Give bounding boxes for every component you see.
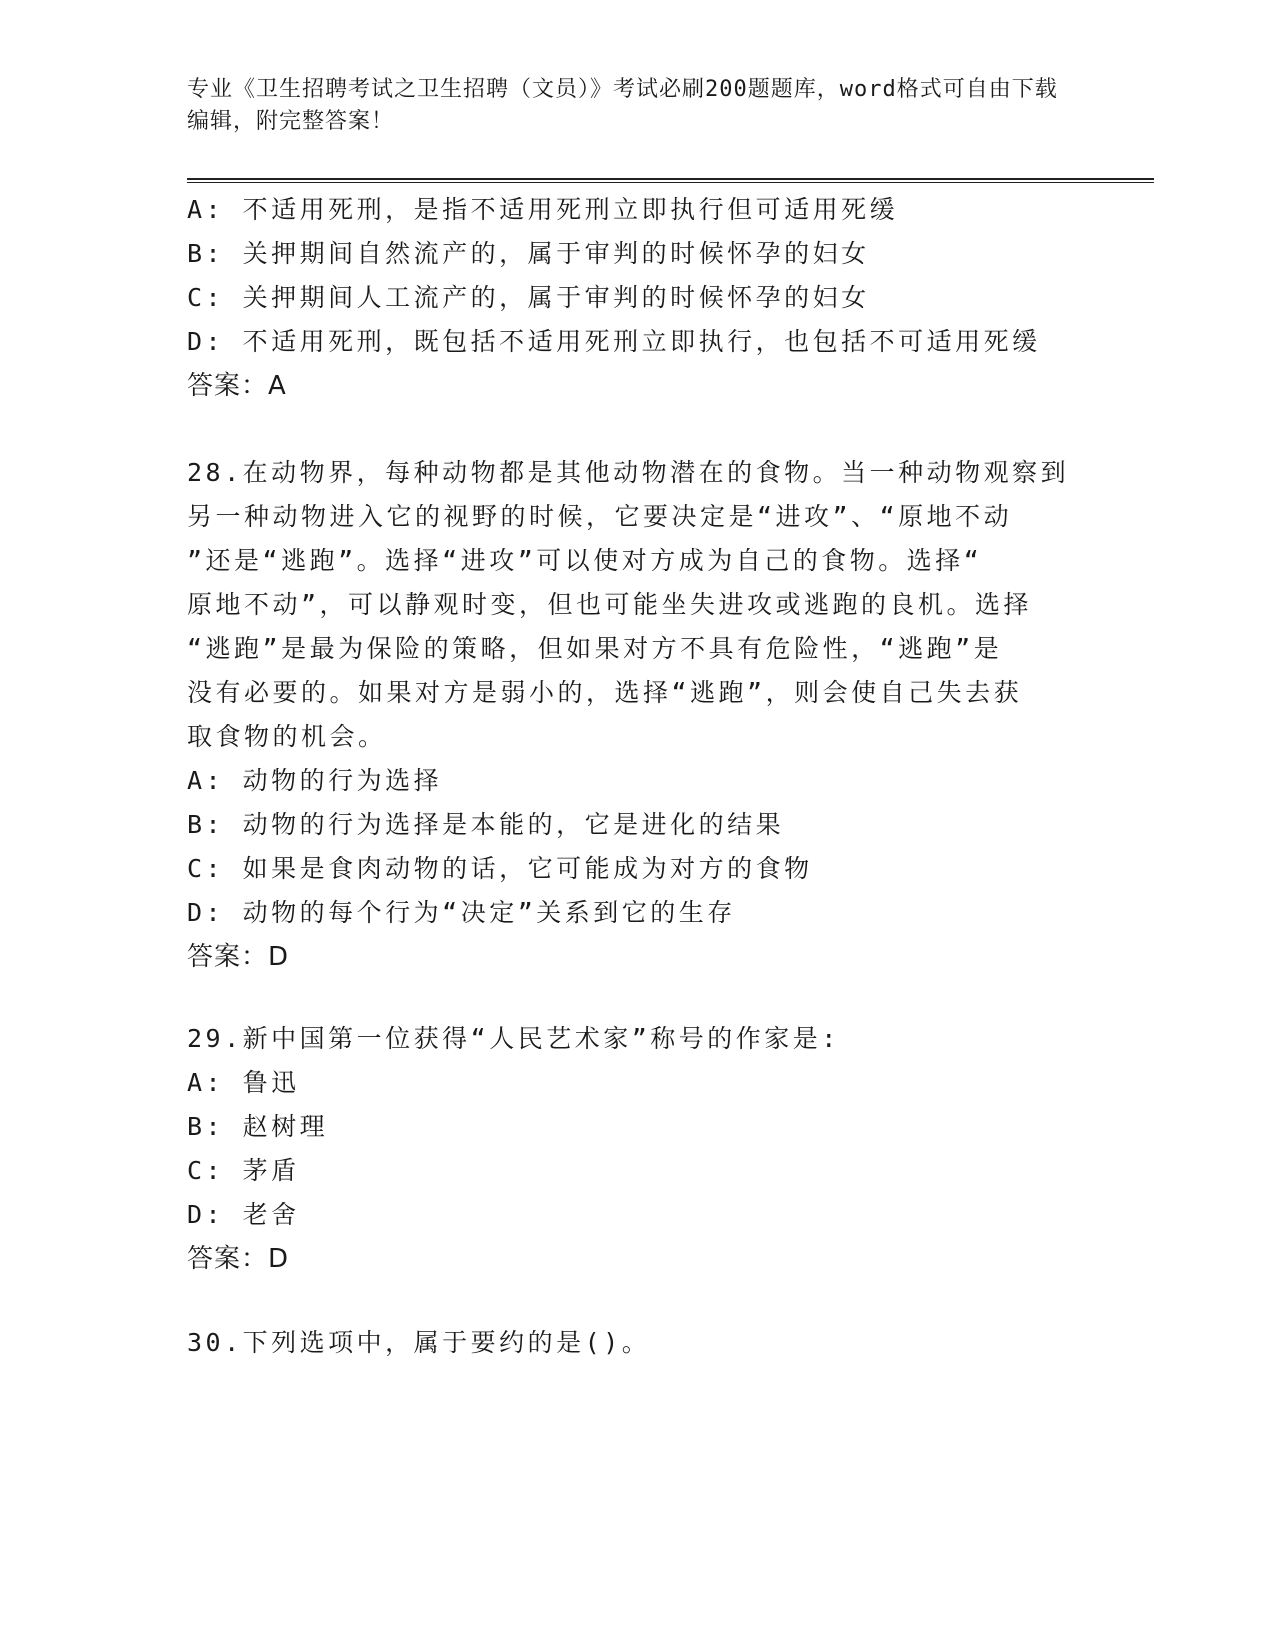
q28-stem-line-3: ”还是“逃跑”。选择“进攻”可以使对方成为自己的食物。选择“ — [187, 546, 983, 575]
q29-stem: 29.新中国第一位获得“人民艺术家”称号的作家是: — [187, 1024, 840, 1053]
q28-option-d: D: 动物的每个行为“决定”关系到它的生存 — [187, 898, 736, 927]
q29-answer: 答案：D — [187, 1244, 290, 1274]
q27-answer: 答案：A — [187, 371, 287, 401]
q29-option-d: D: 老舍 — [187, 1200, 300, 1229]
q29-option-c: C: 茅盾 — [187, 1156, 300, 1185]
q27-option-d: D: 不适用死刑，既包括不适用死刑立即执行，也包括不可适用死缓 — [187, 327, 1041, 356]
q27-option-a: A: 不适用死刑，是指不适用死刑立即执行但可适用死缓 — [187, 195, 899, 224]
q28-stem-line-5: “逃跑”是最为保险的策略，但如果对方不具有危险性，“逃跑”是 — [187, 634, 1003, 663]
question-28-block — [187, 450, 1087, 980]
q28-stem-line-1: 28.在动物界，每种动物都是其他动物潜在的食物。当一种动物观察到 — [187, 458, 1070, 487]
q29-option-b: B: 赵树理 — [187, 1112, 329, 1141]
q28-stem-line-2: 另一种动物进入它的视野的时候，它要决定是“进攻”、“原地不动 — [187, 502, 1013, 531]
q27-option-b: B: 关押期间自然流产的，属于审判的时候怀孕的妇女 — [187, 239, 870, 268]
q28-answer: 答案：D — [187, 942, 290, 972]
q28-option-b: B: 动物的行为选择是本能的，它是进化的结果 — [187, 810, 785, 839]
header-divider — [187, 178, 1154, 183]
question-27-block — [187, 187, 1087, 417]
q28-option-c: C: 如果是食肉动物的话，它可能成为对方的食物 — [187, 854, 813, 883]
question-29-block — [187, 1016, 1087, 1286]
q28-stem-line-7: 取食物的机会。 — [187, 722, 387, 751]
q30-stem: 30.下列选项中，属于要约的是()。 — [187, 1328, 651, 1357]
q27-option-c: C: 关押期间人工流产的，属于审判的时候怀孕的妇女 — [187, 283, 870, 312]
q28-stem-line-6: 没有必要的。如果对方是弱小的，选择“逃跑”，则会使自己失去获 — [187, 678, 1023, 707]
q28-stem-line-4: 原地不动”，可以静观时变，但也可能坐失进攻或逃跑的良机。选择 — [187, 590, 1033, 619]
question-30-block — [187, 1320, 1087, 1370]
document-title: 专业《卫生招聘考试之卫生招聘（文员）》考试必刷200题题库，word格式可自由下载编辑，附完整答案！ — [187, 77, 1058, 134]
q29-option-a: A: 鲁迅 — [187, 1068, 300, 1097]
q28-option-a: A: 动物的行为选择 — [187, 766, 443, 795]
